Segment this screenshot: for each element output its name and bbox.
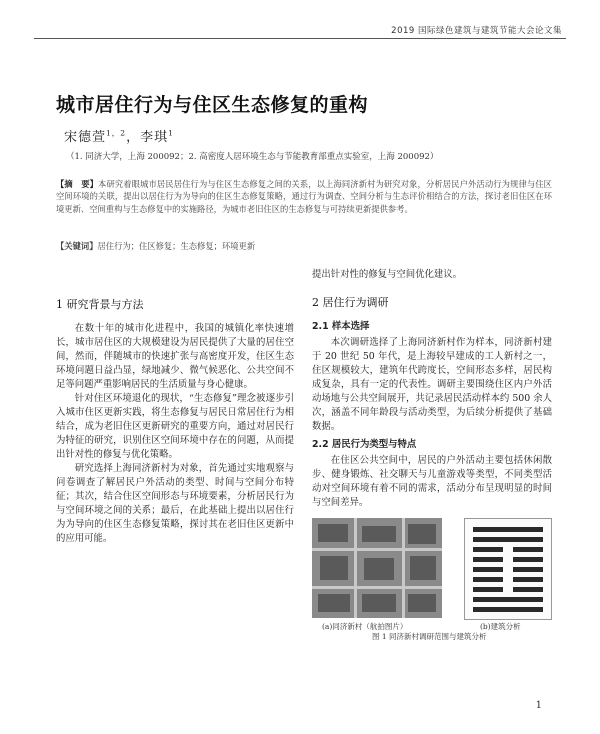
figure-1 bbox=[312, 518, 552, 641]
abstract-label: 【摘 要】 bbox=[56, 179, 99, 189]
subsection-heading: 2.2 居民行为类型与特点 bbox=[312, 439, 417, 450]
paragraph: 本次调研选择了上海同济新村作为样本，同济新村建于 20 世纪 50 年代，是上海较早建成的工人新村之一，住区规模较大，建筑年代跨度长，空间形态多样，居民构成复杂，具有一定的代表性。调研主要围绕住区内户外活动场地与公共空间展开，共记录居民活动样本约 500 余人次，涵盖不同年龄段与活动类型，为后续分析提供了基础数据。 bbox=[312, 337, 552, 432]
running-title: 2019 国际绿色建筑与建筑节能大会论文集 bbox=[391, 26, 562, 36]
paragraph: 针对住区环境退化的现状，“生态修复”理念被逐步引入城市住区更新实践，将生态修复与居民日常居住行为相结合，成为老旧住区更新研究的重要方向，通过对居民行为特征的研究，识别住区空间环境中存在的问题，从而提出针对性的修复与优化策略。 bbox=[56, 393, 294, 460]
author-line bbox=[64, 126, 174, 145]
page-number: 1 bbox=[535, 700, 542, 711]
author-affil-mark: 1，2 bbox=[106, 128, 127, 138]
affiliation: （1. 同济大学，上海 200092；2. 高密度人居环境生态与节能教育部重点实验室，上海 200092） bbox=[66, 152, 439, 162]
section-heading: 1 研究背景与方法 bbox=[56, 298, 144, 311]
figure-title: 图 1 同济新村调研范围与建筑分析 bbox=[372, 632, 487, 641]
author-affil-mark: 1 bbox=[168, 128, 174, 138]
paragraph: 在数十年的城市化进程中，我国的城镇化率快速增长，城市居住区的大规模建设为居民提供了大量的居住空间，然而，伴随城市的快速扩张与高密度开发，住区生态环境问题日益凸显，绿地减少、微气候恶化、公共空间不足等问题严重影响居民的生活质量与身心健康。 bbox=[56, 323, 294, 390]
abstract-text: 本研究着眼城市居民居住行为与住区生态修复之间的关系，以上海同济新村为研究对象，分析居民户外活动行为规律与住区空间环境的关联，提出以居住行为为导向的住区生态修复策略，通过行为调查、空间分析与生态评价相结合的方法，探讨老旧住区在环境更新、空间重构与生态修复中的实施路径，为城市老旧住区的生态修复与可持续更新提供参考。 bbox=[56, 179, 552, 214]
author-separator: ， bbox=[126, 130, 141, 145]
figure-panel-a-caption: (a)同济新村（航拍图片） bbox=[322, 622, 408, 631]
figure-panel-b-caption: (b)建筑分析 bbox=[480, 622, 521, 631]
keywords-label: 【关键词】 bbox=[56, 241, 98, 251]
keywords-text: 居住行为；住区修复；生态修复；环境更新 bbox=[97, 241, 256, 251]
abstract bbox=[56, 178, 552, 215]
author-name: 李琪 bbox=[140, 130, 169, 145]
aerial-photo bbox=[312, 518, 442, 618]
paragraph: 在住区公共空间中，居民的户外活动主要包括休闲散步、健身锻炼、社交聊天与儿童游戏等类型，不同类型活动对空间环境有着不同的需求，活动分布呈现明显的时间与空间差异。 bbox=[312, 455, 552, 508]
author-name: 宋德萱 bbox=[64, 130, 107, 145]
keywords bbox=[56, 240, 552, 252]
paragraph: 提出针对性的修复与空间优化建议。 bbox=[312, 269, 463, 280]
left-column bbox=[56, 298, 294, 546]
subsection-heading: 2.1 样本选择 bbox=[312, 321, 370, 332]
paper-title: 城市居住行为与住区生态修复的重构 bbox=[56, 94, 369, 116]
header-rule bbox=[34, 38, 566, 39]
right-column bbox=[312, 268, 552, 641]
paragraph: 研究选择上海同济新村为对象，首先通过实地观察与问卷调查了解居民户外活动的类型、时间与空间分布特征；其次，结合住区空间形态与环境要素，分析居民行为与空间环境之间的关系；最后，在此基础上提出以居住行为为导向的住区生态修复策略，探讨其在老旧住区更新中的应用可能。 bbox=[56, 463, 294, 544]
section-heading: 2 居住行为调研 bbox=[312, 296, 389, 309]
building-analysis-diagram bbox=[464, 518, 552, 620]
